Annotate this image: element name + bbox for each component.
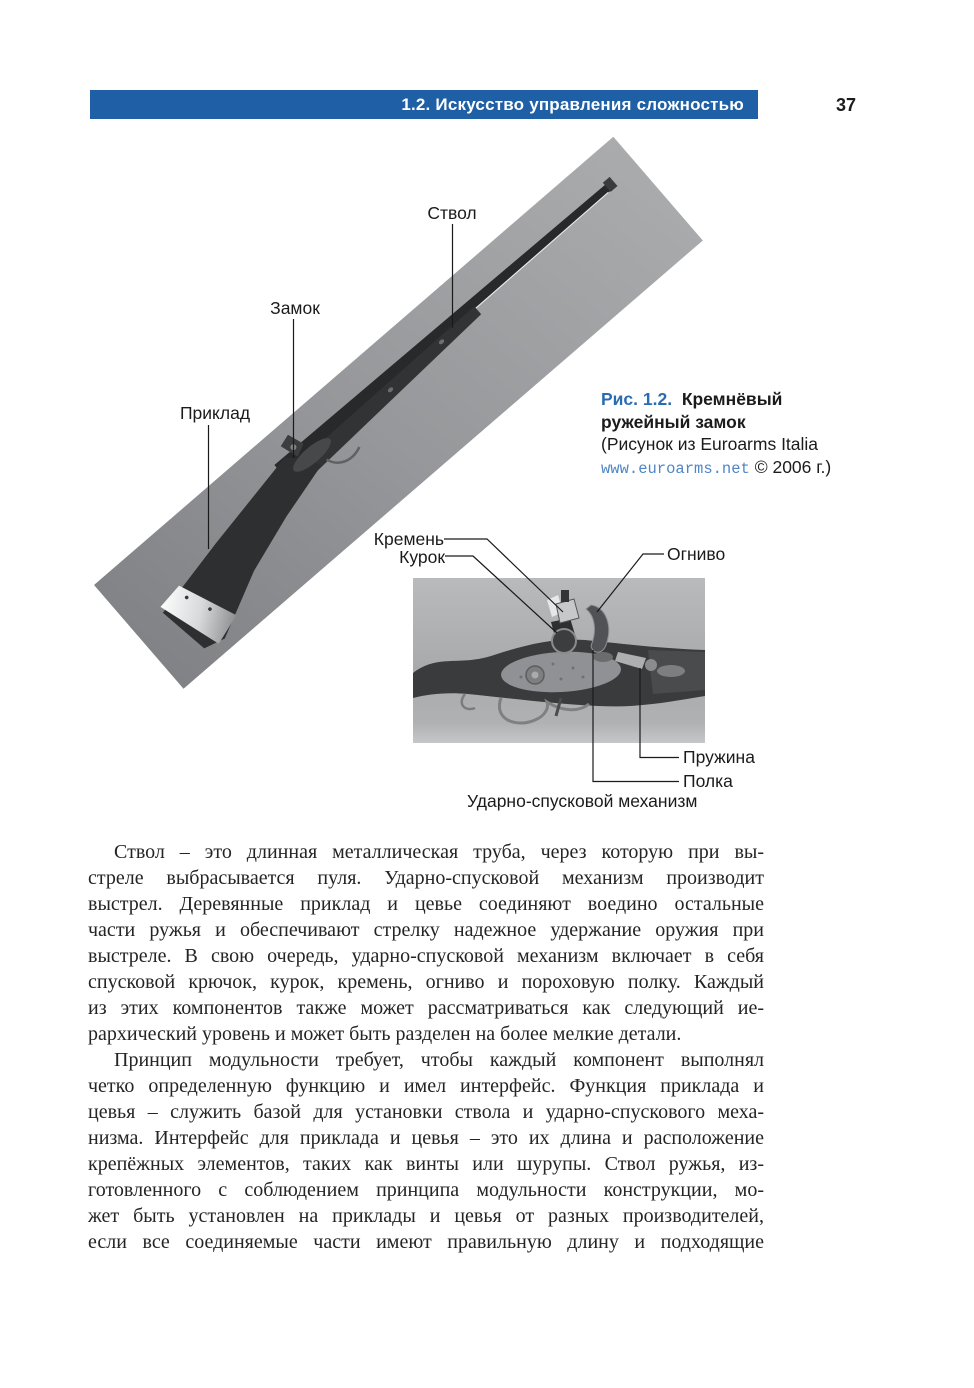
- body-line: выстрел. Деревянные приклад и цевье соединяют воедино остальные: [88, 893, 764, 915]
- page-number: 37: [835, 95, 857, 115]
- body-line: жет быть установлен на приклады и цевья от разных производителей,: [88, 1205, 764, 1227]
- body-line: Принцип модульности требует, чтобы каждый компонент выполнял: [114, 1049, 764, 1071]
- body-line: рархический уровень и может быть разделен на более мелкие детали.: [88, 1023, 682, 1045]
- body-line: готовленного с соблюдением принципа модульности конструкции, мо-: [88, 1179, 764, 1201]
- figure-caption-number: Рис. 1.2.: [601, 389, 673, 409]
- label-lock: Замок: [270, 298, 320, 318]
- body-line: из этих компонентов также может рассматриваться как следующий ие-: [88, 997, 764, 1019]
- body-line: части ружья и обеспечивают стрелку надежное удержание оружия при: [88, 919, 764, 941]
- figure-caption-url: www.euroarms.net: [601, 459, 750, 478]
- label-hammer: Курок: [399, 547, 445, 567]
- body-line: выстреле. В свою очередь, ударно-спусковой механизм включает в себя: [88, 945, 764, 967]
- figure-caption-title-1: Кремнёвый: [681, 389, 783, 409]
- figure-caption-source: (Рисунок из Euroarms Italia: [601, 434, 819, 454]
- label-frizzen: Огниво: [667, 544, 726, 564]
- body-line: Ствол – это длинная металлическая труба, через которую при вы-: [114, 841, 764, 863]
- figure-caption-copyright: © 2006 г.): [754, 456, 832, 477]
- label-pan: Полка: [683, 771, 733, 791]
- figure-caption-title-2: ружейный замок: [601, 411, 746, 432]
- body-line: спусковой крючок, курок, кремень, огниво и пороховую полку. Каждый: [88, 971, 764, 993]
- body-line: четко определенную функцию и имел интерфейс. Функция приклада и: [88, 1075, 764, 1097]
- body-line: цевья – служить базой для установки ствола и ударно-спускового меха-: [88, 1101, 764, 1123]
- label-trigger-mechanism: Ударно-спусковой механизм: [467, 791, 698, 811]
- body-line: стреле выбрасывается пуля. Ударно-спусковой механизм производит: [88, 867, 764, 889]
- body-line: низма. Интерфейс для приклада и цевья – это их длина и расположение: [88, 1127, 764, 1149]
- body-line: крепёжных элементов, таких как винты или шурупы. Ствол ружья, из-: [88, 1153, 764, 1175]
- figure-caption: [601, 388, 871, 480]
- body-line: если все соединяемые части имеют правильную длину и подходящие: [88, 1231, 764, 1253]
- section-title: 1.2. Искусство управления сложностью: [401, 95, 744, 114]
- body-text: [88, 839, 764, 1255]
- flintlock-closeup-photo: [413, 578, 705, 743]
- label-barrel: Ствол: [427, 203, 477, 223]
- label-flint: Кремень: [373, 529, 444, 549]
- label-spring: Пружина: [683, 747, 755, 767]
- label-stock: Приклад: [179, 403, 251, 423]
- hammer-closeup-shape: [552, 629, 576, 653]
